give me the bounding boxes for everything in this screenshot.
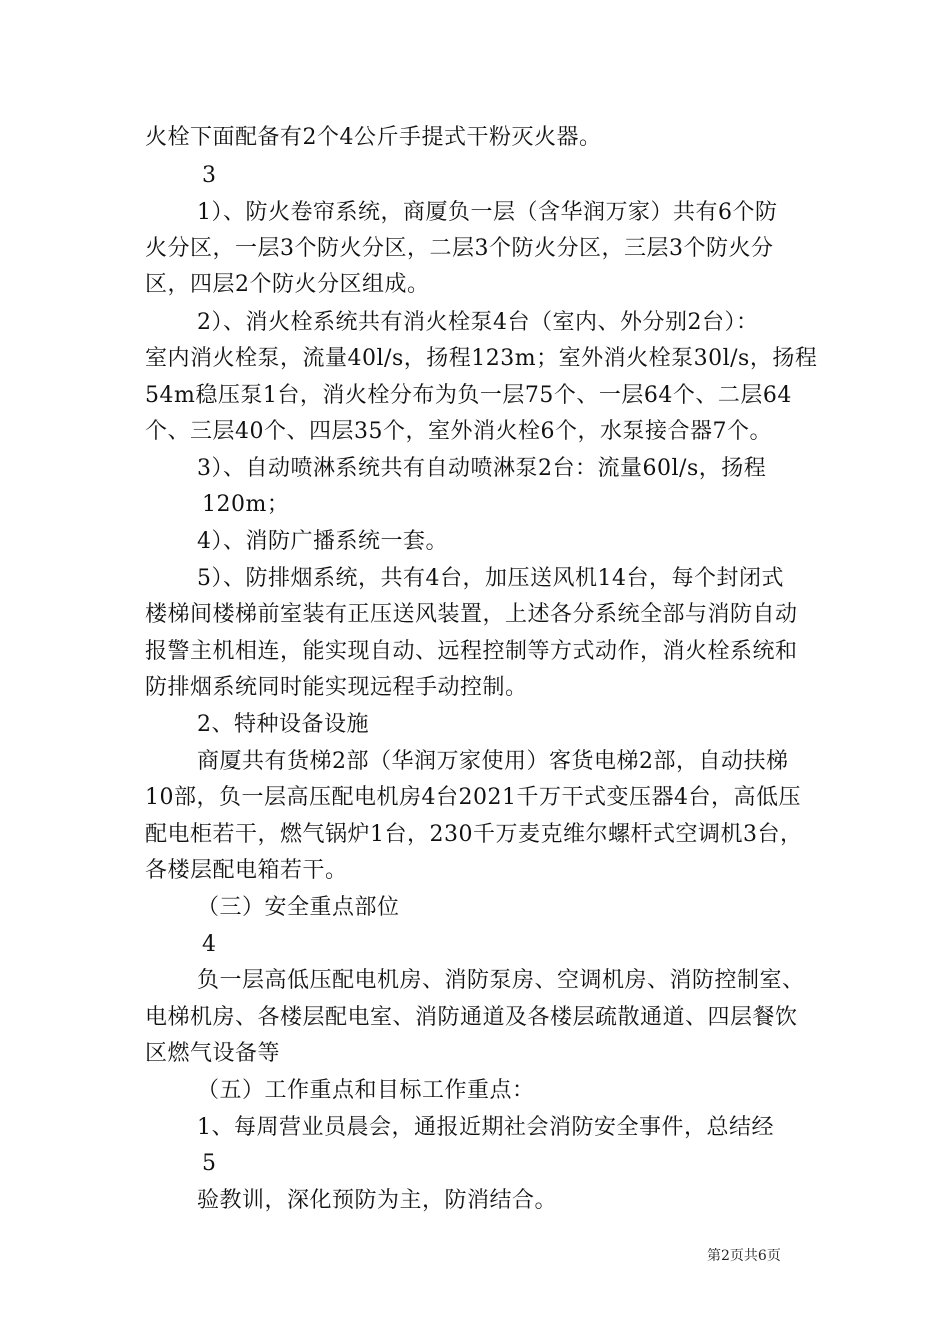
- text-line: 电梯机房、各楼层配电室、消防通道及各楼层疏散通道、四层餐饮: [145, 1005, 798, 1030]
- text-line: 报警主机相连，能实现自动、远程控制等方式动作，消火栓系统和: [145, 639, 798, 664]
- text-line: 验教训，深化预防为主，防消结合。: [197, 1188, 558, 1213]
- text-line: 4）、消防广播系统一套。: [197, 529, 448, 554]
- text-line: 3）、自动喷淋系统共有自动喷淋泵2台：流量60l/s，扬程: [197, 456, 767, 481]
- text-line: 配电柜若干，燃气锅炉1台，230千万麦克维尔螺杆式空调机3台，: [145, 822, 803, 847]
- section-heading: 2、特种设备设施: [197, 712, 369, 737]
- section-heading: （五）工作重点和目标工作重点：: [197, 1078, 535, 1103]
- text-line: 室内消火栓泵，流量40l/s，扬程123m；室外消火栓泵30l/s，扬程: [145, 346, 818, 371]
- text-line: 120m；: [202, 492, 290, 517]
- text-line: 商厦共有货梯2部（华润万家使用）客货电梯2部，自动扶梯: [197, 749, 789, 774]
- text-line: 火分区，一层3个防火分区，二层3个防火分区，三层3个防火分: [145, 236, 774, 261]
- page-number-marker: 3: [202, 163, 217, 188]
- text-line: 54m稳压泵1台，消火栓分布为负一层75个、一层64个、二层64: [145, 383, 792, 408]
- text-line: 各楼层配电箱若干。: [145, 858, 348, 883]
- page-number-marker: 5: [202, 1151, 217, 1176]
- text-line: 火栓下面配备有2个4公斤手提式干粉灭火器。: [145, 125, 602, 150]
- text-line: 10部，负一层高压配电机房4台2021千万干式变压器4台，高低压: [145, 785, 801, 810]
- text-line: 1、每周营业员晨会，通报近期社会消防安全事件，总结经: [197, 1115, 774, 1140]
- text-line: 1）、防火卷帘系统，商厦负一层（含华润万家）共有6个防: [197, 200, 778, 225]
- text-line: 5）、防排烟系统，共有4台，加压送风机14台，每个封闭式: [197, 566, 784, 591]
- text-line: 2）、消火栓系统共有消火栓泵4台（室内、外分别2台）：: [197, 310, 759, 335]
- text-line: 防排烟系统同时能实现远程手动控制。: [145, 675, 528, 700]
- page-footer-indicator: 第2页共6页: [707, 1248, 781, 1264]
- text-line: 楼梯间楼梯前室装有正压送风装置，上述各分系统全部与消防自动: [145, 602, 798, 627]
- text-line: 个、三层40个、四层35个，室外消火栓6个，水泵接合器7个。: [145, 419, 772, 444]
- text-line: 负一层高低压配电机房、消防泵房、空调机房、消防控制室、: [197, 968, 805, 993]
- text-line: 区，四层2个防火分区组成。: [145, 272, 430, 297]
- text-line: 区燃气设备等: [145, 1041, 281, 1066]
- section-heading: （三）安全重点部位: [197, 895, 400, 920]
- page-number-marker: 4: [202, 932, 217, 957]
